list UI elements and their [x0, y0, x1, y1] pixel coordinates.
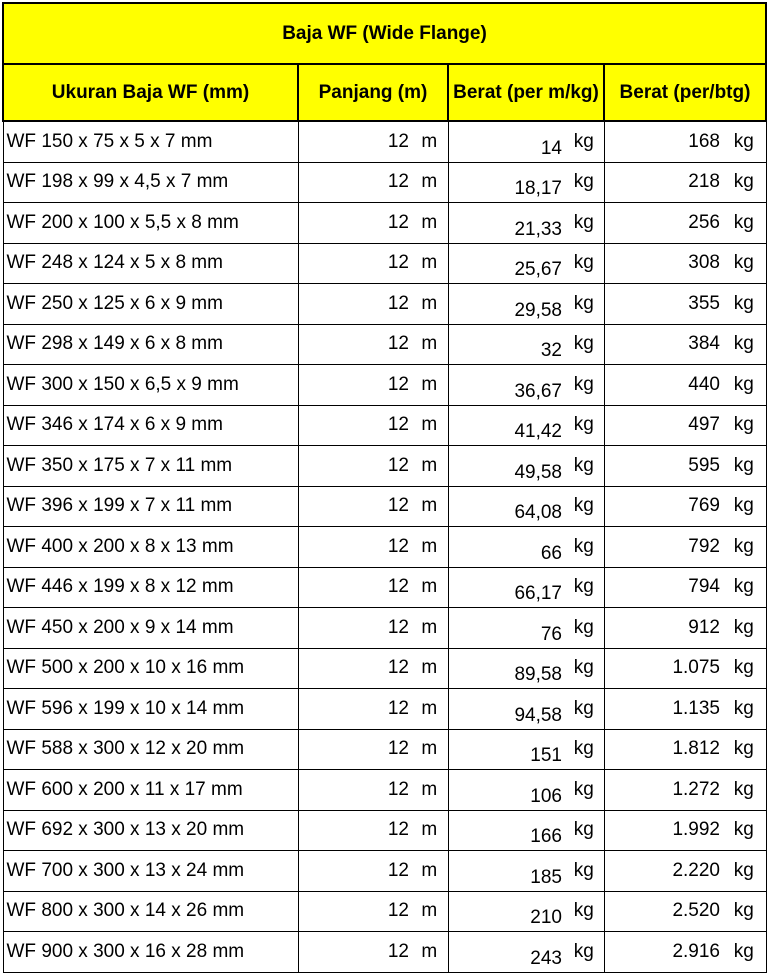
cell-length-unit[interactable]: m — [411, 405, 448, 446]
table-row — [3, 608, 766, 649]
cell-weight-per-m[interactable]: 29,58 — [448, 284, 564, 325]
cell-length-unit[interactable]: m — [411, 689, 448, 730]
cell-weight-per-m[interactable]: 36,67 — [448, 365, 564, 406]
spreadsheet-sheet — [2, 2, 765, 969]
table-row — [3, 365, 766, 406]
cell-weight-per-bar-unit[interactable]: kg — [722, 243, 766, 284]
title-row — [3, 3, 766, 64]
cell-weight-per-m-unit[interactable]: kg — [564, 810, 604, 851]
table-row — [3, 486, 766, 527]
cell-weight-per-m-unit[interactable]: kg — [564, 729, 604, 770]
cell-length-unit[interactable]: m — [411, 446, 448, 487]
cell-weight-per-m[interactable]: 106 — [448, 770, 564, 811]
cell-length-unit[interactable]: m — [411, 527, 448, 568]
cell-length-unit[interactable]: m — [411, 324, 448, 365]
cell-weight-per-m[interactable]: 66,17 — [448, 567, 564, 608]
table-row — [3, 243, 766, 284]
cell-length-unit[interactable]: m — [411, 851, 448, 892]
cell-length-unit[interactable]: m — [411, 810, 448, 851]
cell-weight-per-m[interactable]: 14 — [448, 121, 564, 162]
table-row — [3, 405, 766, 446]
table-row — [3, 446, 766, 487]
cell-length[interactable]: 12 — [298, 243, 411, 284]
cell-weight-per-bar[interactable]: 218 — [604, 162, 722, 203]
cell-length[interactable]: 12 — [298, 527, 411, 568]
cell-length-unit[interactable]: m — [411, 729, 448, 770]
cell-length-unit[interactable]: m — [411, 486, 448, 527]
cell-length[interactable]: 12 — [298, 162, 411, 203]
table-row — [3, 891, 766, 932]
cell-size[interactable]: WF 500 x 200 x 10 x 16 mm — [3, 648, 298, 689]
cell-weight-per-m-unit[interactable]: kg — [564, 446, 604, 487]
cell-weight-per-bar[interactable]: 384 — [604, 324, 722, 365]
cell-length[interactable]: 12 — [298, 608, 411, 649]
cell-length[interactable]: 12 — [298, 729, 411, 770]
cell-weight-per-bar-unit[interactable]: kg — [722, 689, 766, 730]
cell-weight-per-bar[interactable]: 792 — [604, 527, 722, 568]
cell-weight-per-m-unit[interactable]: kg — [564, 121, 604, 162]
cell-length[interactable]: 12 — [298, 486, 411, 527]
cell-size[interactable]: WF 300 x 150 x 6,5 x 9 mm — [3, 365, 298, 406]
table-body — [3, 121, 766, 972]
cell-weight-per-m[interactable]: 66 — [448, 527, 564, 568]
header-weight-per-m[interactable]: Berat (per m/kg) — [448, 64, 604, 121]
table-title[interactable]: Baja WF (Wide Flange) — [3, 3, 766, 64]
table-row — [3, 324, 766, 365]
cell-weight-per-bar-unit[interactable]: kg — [722, 608, 766, 649]
cell-size[interactable]: WF 400 x 200 x 8 x 13 mm — [3, 527, 298, 568]
cell-weight-per-bar[interactable]: 794 — [604, 567, 722, 608]
cell-length[interactable]: 12 — [298, 770, 411, 811]
cell-weight-per-m-unit[interactable]: kg — [564, 203, 604, 244]
cell-weight-per-m-unit[interactable]: kg — [564, 891, 604, 932]
cell-weight-per-bar[interactable]: 355 — [604, 284, 722, 325]
cell-weight-per-m-unit[interactable]: kg — [564, 486, 604, 527]
cell-length-unit[interactable]: m — [411, 121, 448, 162]
cell-length-unit[interactable]: m — [411, 648, 448, 689]
cell-size[interactable]: WF 350 x 175 x 7 x 11 mm — [3, 446, 298, 487]
cell-weight-per-m-unit[interactable]: kg — [564, 243, 604, 284]
cell-length[interactable]: 12 — [298, 324, 411, 365]
table-row — [3, 284, 766, 325]
cell-weight-per-m[interactable]: 89,58 — [448, 648, 564, 689]
cell-weight-per-m-unit[interactable]: kg — [564, 648, 604, 689]
cell-weight-per-m-unit[interactable]: kg — [564, 284, 604, 325]
cell-length[interactable]: 12 — [298, 810, 411, 851]
cell-weight-per-m-unit[interactable]: kg — [564, 689, 604, 730]
cell-weight-per-m-unit[interactable]: kg — [564, 162, 604, 203]
cell-length[interactable]: 12 — [298, 851, 411, 892]
cell-weight-per-m[interactable]: 25,67 — [448, 243, 564, 284]
cell-weight-per-bar-unit[interactable]: kg — [722, 446, 766, 487]
table-row — [3, 932, 766, 973]
cell-length[interactable]: 12 — [298, 203, 411, 244]
cell-length-unit[interactable]: m — [411, 203, 448, 244]
cell-weight-per-bar[interactable]: 912 — [604, 608, 722, 649]
cell-weight-per-bar-unit[interactable]: kg — [722, 486, 766, 527]
cell-size[interactable]: WF 250 x 125 x 6 x 9 mm — [3, 284, 298, 325]
cell-length-unit[interactable]: m — [411, 891, 448, 932]
cell-length[interactable]: 12 — [298, 446, 411, 487]
cell-size[interactable]: WF 450 x 200 x 9 x 14 mm — [3, 608, 298, 649]
cell-weight-per-bar[interactable]: 595 — [604, 446, 722, 487]
cell-weight-per-m-unit[interactable]: kg — [564, 851, 604, 892]
cell-weight-per-m[interactable]: 76 — [448, 608, 564, 649]
cell-weight-per-m-unit[interactable]: kg — [564, 567, 604, 608]
cell-length-unit[interactable]: m — [411, 162, 448, 203]
cell-weight-per-bar-unit[interactable]: kg — [722, 203, 766, 244]
cell-size[interactable]: WF 150 x 75 x 5 x 7 mm — [3, 121, 298, 162]
table-row — [3, 567, 766, 608]
cell-weight-per-bar[interactable]: 168 — [604, 121, 722, 162]
cell-size[interactable]: WF 198 x 99 x 4,5 x 7 mm — [3, 162, 298, 203]
cell-size[interactable]: WF 800 x 300 x 14 x 26 mm — [3, 891, 298, 932]
cell-weight-per-bar-unit[interactable]: kg — [722, 405, 766, 446]
cell-weight-per-bar-unit[interactable]: kg — [722, 527, 766, 568]
table-row — [3, 770, 766, 811]
table-row — [3, 162, 766, 203]
cell-weight-per-bar[interactable]: 440 — [604, 365, 722, 406]
cell-size[interactable]: WF 446 x 199 x 8 x 12 mm — [3, 567, 298, 608]
cell-weight-per-bar[interactable]: 1.812 — [604, 729, 722, 770]
table-row — [3, 121, 766, 162]
header-row — [3, 64, 766, 121]
cell-length[interactable]: 12 — [298, 689, 411, 730]
cell-length[interactable]: 12 — [298, 121, 411, 162]
table-row — [3, 527, 766, 568]
cell-weight-per-bar-unit[interactable]: kg — [722, 324, 766, 365]
cell-weight-per-m[interactable]: 94,58 — [448, 689, 564, 730]
cell-weight-per-m[interactable]: 49,58 — [448, 446, 564, 487]
cell-weight-per-bar[interactable]: 256 — [604, 203, 722, 244]
cell-size[interactable]: WF 396 x 199 x 7 x 11 mm — [3, 486, 298, 527]
cell-weight-per-m[interactable]: 18,17 — [448, 162, 564, 203]
cell-weight-per-bar[interactable]: 2.520 — [604, 891, 722, 932]
cell-length-unit[interactable]: m — [411, 284, 448, 325]
cell-weight-per-bar[interactable]: 1.075 — [604, 648, 722, 689]
cell-weight-per-bar-unit[interactable]: kg — [722, 891, 766, 932]
table-row — [3, 851, 766, 892]
cell-weight-per-bar-unit[interactable]: kg — [722, 284, 766, 325]
cell-weight-per-bar[interactable]: 769 — [604, 486, 722, 527]
cell-length-unit[interactable]: m — [411, 608, 448, 649]
cell-weight-per-bar-unit[interactable]: kg — [722, 770, 766, 811]
cell-weight-per-bar-unit[interactable]: kg — [722, 567, 766, 608]
cell-weight-per-bar[interactable]: 2.916 — [604, 932, 722, 973]
cell-weight-per-bar-unit[interactable]: kg — [722, 648, 766, 689]
cell-size[interactable]: WF 248 x 124 x 5 x 8 mm — [3, 243, 298, 284]
cell-weight-per-m[interactable]: 166 — [448, 810, 564, 851]
cell-weight-per-m-unit[interactable]: kg — [564, 527, 604, 568]
cell-weight-per-bar-unit[interactable]: kg — [722, 810, 766, 851]
cell-weight-per-bar[interactable]: 497 — [604, 405, 722, 446]
table-row — [3, 689, 766, 730]
cell-size[interactable]: WF 588 x 300 x 12 x 20 mm — [3, 729, 298, 770]
cell-weight-per-bar-unit[interactable]: kg — [722, 365, 766, 406]
cell-weight-per-bar[interactable]: 308 — [604, 243, 722, 284]
cell-length-unit[interactable]: m — [411, 243, 448, 284]
header-weight-per-bar[interactable]: Berat (per/btg) — [604, 64, 766, 121]
cell-size[interactable]: WF 200 x 100 x 5,5 x 8 mm — [3, 203, 298, 244]
header-size[interactable]: Ukuran Baja WF (mm) — [3, 64, 298, 121]
cell-weight-per-m-unit[interactable]: kg — [564, 770, 604, 811]
cell-weight-per-bar-unit[interactable]: kg — [722, 729, 766, 770]
cell-length-unit[interactable]: m — [411, 932, 448, 973]
cell-length[interactable]: 12 — [298, 567, 411, 608]
cell-weight-per-m-unit[interactable]: kg — [564, 365, 604, 406]
cell-length-unit[interactable]: m — [411, 567, 448, 608]
cell-length[interactable]: 12 — [298, 405, 411, 446]
cell-weight-per-m[interactable]: 210 — [448, 891, 564, 932]
table-row — [3, 648, 766, 689]
cell-weight-per-bar[interactable]: 1.992 — [604, 810, 722, 851]
cell-size[interactable]: WF 346 x 174 x 6 x 9 mm — [3, 405, 298, 446]
cell-weight-per-bar-unit[interactable]: kg — [722, 121, 766, 162]
cell-weight-per-m[interactable]: 243 — [448, 932, 564, 973]
cell-size[interactable]: WF 692 x 300 x 13 x 20 mm — [3, 810, 298, 851]
cell-length[interactable]: 12 — [298, 891, 411, 932]
cell-weight-per-bar-unit[interactable]: kg — [722, 162, 766, 203]
cell-weight-per-m-unit[interactable]: kg — [564, 324, 604, 365]
cell-length[interactable]: 12 — [298, 365, 411, 406]
cell-length[interactable]: 12 — [298, 284, 411, 325]
steel-wf-table — [2, 2, 767, 973]
table-row — [3, 729, 766, 770]
cell-size[interactable]: WF 596 x 199 x 10 x 14 mm — [3, 689, 298, 730]
table-row — [3, 203, 766, 244]
cell-weight-per-m[interactable]: 185 — [448, 851, 564, 892]
table-row — [3, 810, 766, 851]
cell-length-unit[interactable]: m — [411, 365, 448, 406]
cell-weight-per-m[interactable]: 32 — [448, 324, 564, 365]
cell-weight-per-m-unit[interactable]: kg — [564, 405, 604, 446]
header-length[interactable]: Panjang (m) — [298, 64, 448, 121]
cell-size[interactable]: WF 700 x 300 x 13 x 24 mm — [3, 851, 298, 892]
cell-size[interactable]: WF 298 x 149 x 6 x 8 mm — [3, 324, 298, 365]
cell-weight-per-bar[interactable]: 1.272 — [604, 770, 722, 811]
cell-weight-per-m-unit[interactable]: kg — [564, 932, 604, 973]
cell-weight-per-m[interactable]: 64,08 — [448, 486, 564, 527]
cell-length-unit[interactable]: m — [411, 770, 448, 811]
cell-size[interactable]: WF 600 x 200 x 11 x 17 mm — [3, 770, 298, 811]
cell-weight-per-m[interactable]: 151 — [448, 729, 564, 770]
cell-weight-per-bar-unit[interactable]: kg — [722, 932, 766, 973]
cell-weight-per-bar[interactable]: 1.135 — [604, 689, 722, 730]
cell-weight-per-m[interactable]: 41,42 — [448, 405, 564, 446]
cell-length[interactable]: 12 — [298, 932, 411, 973]
cell-weight-per-m-unit[interactable]: kg — [564, 608, 604, 649]
cell-weight-per-bar-unit[interactable]: kg — [722, 851, 766, 892]
cell-size[interactable]: WF 900 x 300 x 16 x 28 mm — [3, 932, 298, 973]
cell-weight-per-bar[interactable]: 2.220 — [604, 851, 722, 892]
cell-weight-per-m[interactable]: 21,33 — [448, 203, 564, 244]
cell-length[interactable]: 12 — [298, 648, 411, 689]
